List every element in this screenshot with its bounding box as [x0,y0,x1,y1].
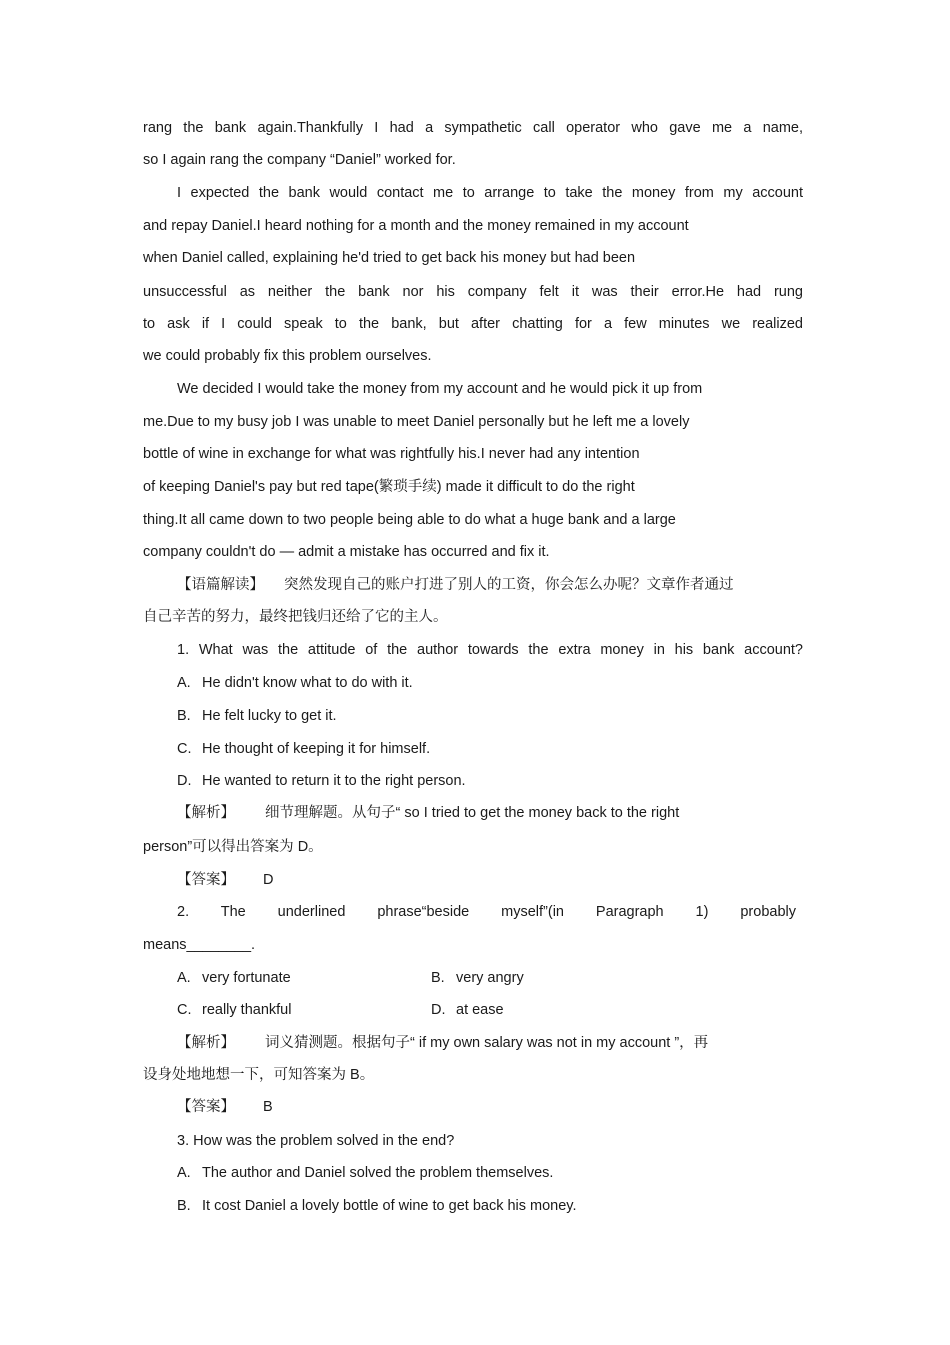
summary-line: 自己辛苦的努力，最终把钱归还给了它的主人。 [143,609,448,625]
summary-label: 【语篇解读】 [177,577,264,593]
analysis-text: 细节理解题。从句子“ so I tried to get the money back to the right [265,805,680,821]
analysis-line: person”可以得出答案为 D。 [143,839,323,855]
passage-line: bottle of wine in exchange for what was rightfully his.I never had any intention [143,446,640,462]
option-text: The author and Daniel solved the problem themselves. [202,1165,554,1181]
answer-line [177,871,803,889]
option-text: He felt lucky to get it. [202,708,337,724]
passage-line: company couldn't do — admit a mistake has occurred and fix it. [143,544,550,560]
answer-label: 【答案】 [177,872,235,888]
question-stem: means________. [143,937,256,953]
option [177,707,803,725]
passage-line: rang the bank again.Thankfully I had a sympathetic call operator who gave me a name, [143,120,803,136]
passage-line: we could probably fix this problem ourselves. [143,348,432,364]
passage-line: me.Due to my busy job I was unable to meet Daniel personally but he left me a lovely [143,414,690,430]
option [431,1001,504,1019]
analysis-line [177,1034,803,1052]
option-text: He thought of keeping it for himself. [202,741,431,757]
option-text: very fortunate [202,970,291,986]
option-letter: A. [177,970,191,986]
option-letter: C. [177,741,192,757]
analysis-line [177,804,803,822]
passage-line: of keeping Daniel's pay but red tape(繁琐手续) made it difficult to do the right [143,479,635,495]
passage-line: when Daniel called, explaining he'd tried to get back his money but had been [143,250,636,266]
option-letter: D. [177,773,192,789]
passage-line: unsuccessful as neither the bank nor his company felt it was their error.He had rung [143,284,803,300]
option-letter: B. [177,708,191,724]
analysis-label: 【解析】 [177,805,235,821]
option-letter: B. [177,1198,191,1214]
option-text: very angry [456,970,524,986]
passage-line: to ask if I could speak to the bank, but after chatting for a few minutes we realized [143,316,803,332]
passage-line: so I again rang the company “Daniel” worked for. [143,152,456,168]
option-letter: C. [177,1002,192,1018]
option-text: He wanted to return it to the right person. [202,773,466,789]
option-text: He didn't know what to do with it. [202,675,413,691]
option-letter: B. [431,970,445,986]
option-letter: D. [431,1002,446,1018]
option [177,740,803,758]
option [177,772,803,790]
question-stem: 2. The underlined phrase“beside myself”(in Paragraph 1) probably [177,904,796,920]
analysis-text: 词义猜测题。根据句子“ if my own salary was not in my account ”，再 [265,1035,709,1051]
option-text: It cost Daniel a lovely bottle of wine to get back his money. [202,1198,577,1214]
summary-text: 突然发现自己的账户打进了别人的工资，你会怎么办呢？文章作者通过 [284,577,734,593]
option-text: really thankful [202,1002,292,1018]
question-stem: 1. What was the attitude of the author towards the extra money in his bank account? [177,642,803,658]
answer-value: D [263,872,274,888]
passage-line: thing.It all came down to two people being able to do what a huge bank and a large [143,512,676,528]
question-stem: 3. How was the problem solved in the end? [177,1133,455,1149]
option-text: at ease [456,1002,504,1018]
answer-label: 【答案】 [177,1099,235,1115]
analysis-line: 设身处地地想一下，可知答案为 B。 [143,1067,375,1083]
passage-line: We decided I would take the money from my account and he would pick it up from [177,381,703,397]
summary-line [177,576,803,594]
option [177,969,417,987]
analysis-label: 【解析】 [177,1035,235,1051]
passage-line: I expected the bank would contact me to arrange to take the money from my account [177,185,803,201]
answer-line [177,1098,803,1116]
option [431,969,524,987]
option [177,674,803,692]
option [177,1001,417,1019]
answer-value: B [263,1099,273,1115]
option [177,1164,803,1182]
option-letter: A. [177,1165,191,1181]
option-letter: A. [177,675,191,691]
option [177,1197,803,1215]
passage-line: and repay Daniel.I heard nothing for a month and the money remained in my account [143,218,689,234]
